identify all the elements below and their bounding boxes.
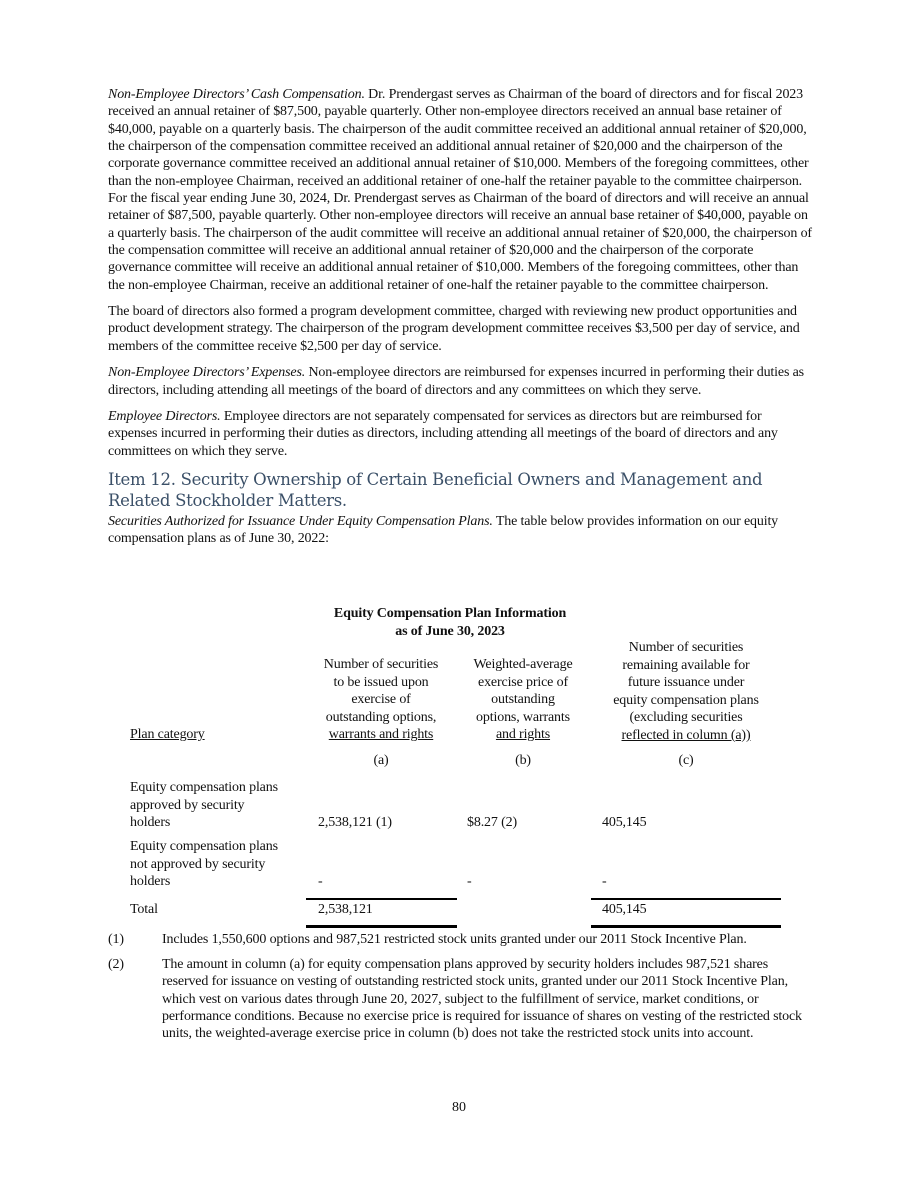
- rule-top-c: [591, 898, 781, 900]
- column-letter-c: (c): [678, 753, 694, 768]
- table-title-line: as of June 30, 2023: [395, 623, 505, 639]
- rule-bottom-a: [306, 925, 457, 928]
- row-category: [130, 838, 278, 891]
- paragraph-text: Employee directors are not separately compensated for services as directors but are reimbursed for expenses incurred in performing their duties as directors, including attending all meetings of the board of directors and any committees on which they serve.: [108, 408, 778, 459]
- category-line: approved by security: [130, 797, 245, 813]
- footnote-1: [108, 931, 814, 948]
- paragraph-lead: Non-Employee Directors’ Cash Compensation.: [108, 87, 365, 102]
- column-letter-a: (a): [373, 753, 389, 768]
- cell-b: -: [467, 874, 472, 889]
- header-line: (excluding securities: [629, 710, 743, 726]
- total-a: 2,538,121: [318, 902, 373, 917]
- paragraph-text: The table below provides information on our equity compensation plans as of June 30, 2022:: [108, 513, 779, 547]
- header-line: to be issued upon: [333, 674, 429, 690]
- cell-a: 2,538,121 (1): [318, 815, 392, 830]
- header-line: outstanding: [491, 692, 555, 708]
- category-line: not approved by security: [130, 856, 266, 872]
- cell-c: 405,145: [602, 815, 647, 830]
- header-line: exercise price of: [478, 674, 568, 690]
- rule-top-a: [306, 898, 457, 900]
- header-line: future issuance under: [627, 675, 745, 691]
- header-line: exercise of: [351, 692, 411, 708]
- header-line: and rights: [495, 727, 551, 743]
- header-line: remaining available for: [622, 657, 750, 673]
- header-line: Weighted-average: [473, 657, 573, 672]
- table-title-line: Equity Compensation Plan Information: [333, 606, 567, 621]
- header-line: Number of securities: [628, 640, 744, 655]
- total-label: Total: [130, 902, 158, 917]
- category-line: holders: [130, 815, 171, 831]
- paragraph-lead: Securities Authorized for Issuance Under Equity Compensation Plans.: [108, 513, 493, 529]
- header-line: warrants and rights: [328, 727, 434, 743]
- section-heading: Item 12. Security Ownership of Certain Beneficial Owners and Management and Related Stockholder Matters.: [108, 469, 763, 510]
- header-col-a: [300, 656, 462, 744]
- column-letter-b: (b): [515, 753, 531, 768]
- header-text: Plan category: [130, 727, 205, 742]
- header-col-b: [462, 656, 584, 744]
- cell-c: -: [602, 874, 607, 889]
- paragraph-text: Non-employee directors are reimbursed for expenses incurred in performing their duties as directors, including attending all meetings of the board of directors and any committees on which they serve.: [108, 365, 804, 398]
- total-c: 405,145: [602, 902, 647, 917]
- header-plan-category: [130, 726, 205, 744]
- footnote-number: (2): [108, 957, 124, 972]
- paragraph-text: The board of directors also formed a program development committee, charged with reviewing new product opportunities and product development strategy. The chairperson of the program development committee receives $3,500 per day of service, and members of the committee receive $2,500 per day of service.: [108, 304, 800, 354]
- header-line: options, warrants: [476, 709, 570, 725]
- footnote-text: Includes 1,550,600 options and 987,521 restricted stock units granted under our 2011 Stock Incentive Plan.: [162, 932, 747, 947]
- paragraph-lead: Employee Directors.: [108, 408, 221, 424]
- footnote-2: [108, 956, 814, 1043]
- header-line: reflected in column (a)): [621, 727, 751, 743]
- category-line: holders: [130, 874, 171, 890]
- rule-bottom-c: [591, 925, 781, 928]
- paragraph-text: Dr. Prendergast serves as Chairman of the board of directors and for fiscal 2023 received an annual retainer of $87,500, payable quarterly. Other non-employee directors received an annual base retainer of $40,000, payable on a quarterly basis. The chairperson of the audit committee received an additional annual retainer of $20,000, the chairperson of the compensation committee received an additional annual retainer of $20,000 and the chairperson of the corporate governance committee received an additional annual retainer of $10,000. Members of the foregoing committees, other than the non-employee Chairman, received an additional retainer of one-half the retainer payable to the committee chairperson. For the fiscal year ending June 30, 2024, Dr. Prendergast serves as Chairman of the board of directors and will receive an annual retainer of $87,500, payable quarterly. Other non-employee directors will receive an annual base retainer of $40,000, payable on a quarterly basis. The chairperson of the audit committee will receive an additional annual retainer of $20,000, the chairperson of the compensation committee will receive an additional annual retainer of $20,000 and the chairperson of the corporate governance committee will receive an additional annual retainer of $10,000. Members of the foregoing committees, other than the non-employee Chairman, receive an additional retainer of one-half the retainer payable to the committee chairperson.: [108, 87, 812, 293]
- page-number: 80: [452, 1100, 466, 1115]
- row-category: [130, 779, 278, 832]
- paragraph-lead: Non-Employee Directors’ Expenses.: [108, 365, 306, 381]
- category-line: Equity compensation plans: [130, 780, 278, 795]
- footnote-text: The amount in column (a) for equity compensation plans approved by security holders includes 987,521 shares reserved for issuance on vesting of outstanding restricted stock units, granted under our 2011 Stock Incentive Plan, which vest on various dates through June 20, 2027, subject to the fulfillment of service, market conditions, or performance conditions. Because no exercise price is required for issuance of shares on vesting of the restricted stock units, the weighted-average exercise price in column (b) does not take the restricted stock units into account.: [162, 957, 802, 1042]
- footnote-number: (1): [108, 932, 124, 947]
- header-col-c: [586, 639, 786, 745]
- header-line: equity compensation plans: [613, 692, 759, 708]
- table-title: [300, 605, 600, 640]
- header-line: Number of securities: [323, 657, 439, 672]
- category-line: Equity compensation plans: [130, 839, 278, 854]
- header-line: outstanding options,: [325, 709, 437, 725]
- cell-b: $8.27 (2): [467, 815, 517, 830]
- cell-a: -: [318, 874, 323, 889]
